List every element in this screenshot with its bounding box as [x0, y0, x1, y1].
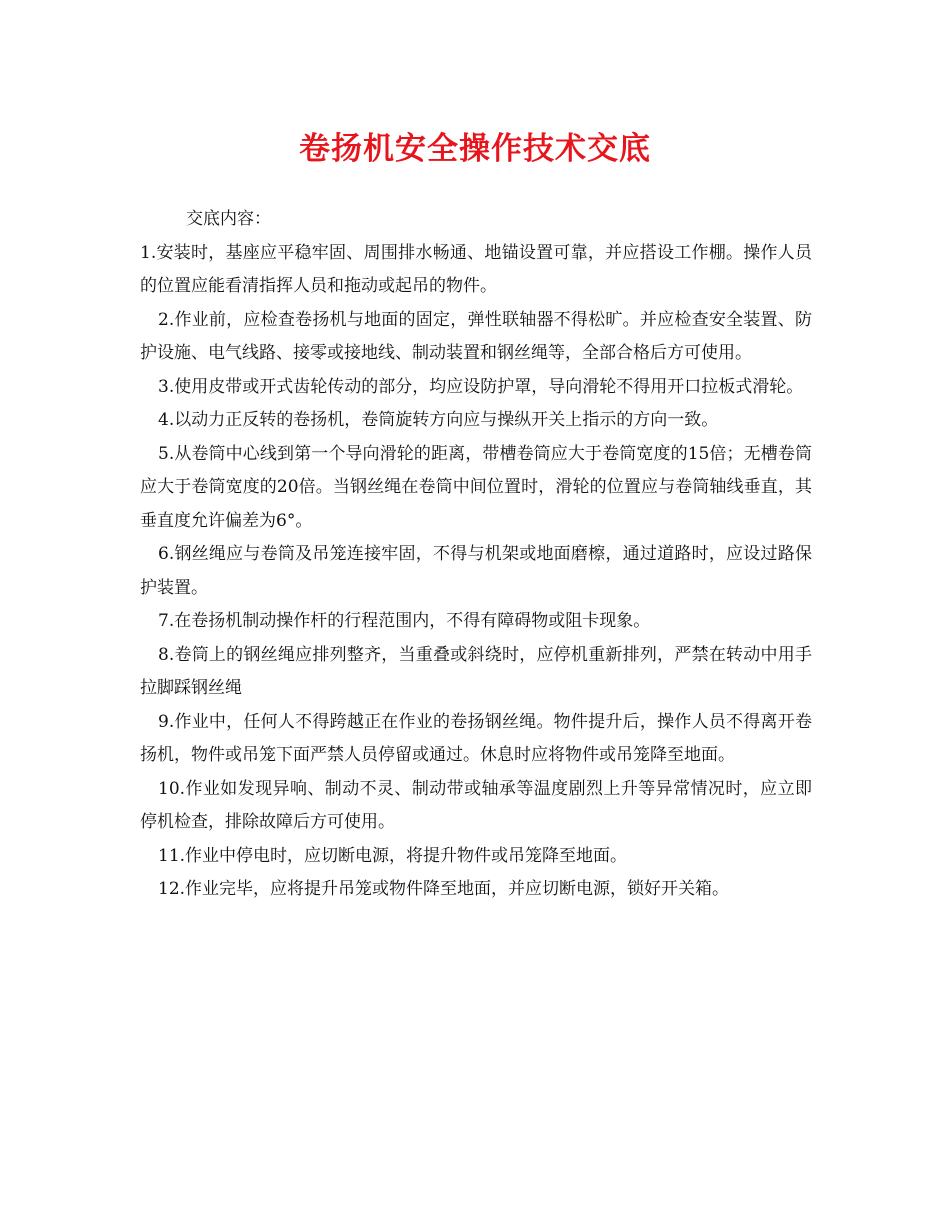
- list-item: 5.从卷筒中心线到第一个导向滑轮的距离，带槽卷筒应大于卷筒宽度的15倍；无槽卷筒应大于卷筒宽度的20倍。当钢丝绳在卷筒中间位置时，滑轮的位置应与卷筒轴线垂直，其垂直度允许偏差为6°。: [140, 443, 812, 531]
- list-item: 2.作业前，应检查卷扬机与地面的固定，弹性联轴器不得松旷。并应检查安全装置、防护设施、电气线路、接零或接地线、制动装置和钢丝绳等，全部合格后方可使用。: [140, 309, 812, 363]
- list-item: 6.钢丝绳应与卷筒及吊笼连接牢固，不得与机架或地面磨檫，通过道路时，应设过路保护装置。: [140, 544, 812, 598]
- list-item: 4.以动力正反转的卷扬机，卷筒旋转方向应与操纵开关上指示的方向一致。: [158, 410, 719, 430]
- list-item: 10.作业如发现异响、制动不灵、制动带或轴承等温度剧烈上升等异常情况时，应立即停机检查，排除故障后方可使用。: [140, 778, 812, 832]
- page-title: 卷扬机安全操作技术交底: [299, 131, 651, 167]
- list-item: 12.作业完毕，应将提升吊笼或物件降至地面，并应切断电源，锁好开关箱。: [158, 879, 730, 899]
- list-item: 1.安装时，基座应平稳牢固、周围排水畅通、地锚设置可靠，并应搭设工作棚。操作人员的位置应能看清指挥人员和拖动或起吊的物件。: [140, 242, 812, 296]
- list-item: 11.作业中停电时，应切断电源，将提升物件或吊笼降至地面。: [158, 845, 628, 866]
- document-body: [140, 203, 812, 907]
- list-item: 9.作业中，任何人不得跨越正在作业的卷扬钢丝绳。物件提升后，操作人员不得离开卷扬机，物件或吊笼下面严禁人员停留或通过。休息时应将物件或吊笼降至地面。: [140, 711, 812, 765]
- list-item: 7.在卷扬机制动操作杆的行程范围内，不得有障碍物或阻卡现象。: [158, 611, 651, 631]
- list-item: 8.卷筒上的钢丝绳应排列整齐，当重叠或斜绕时，应停机重新排列，严禁在转动中用手拉脚踩钢丝绳: [140, 644, 812, 698]
- intro-label: 交底内容：: [186, 209, 271, 229]
- list-item: 3.使用皮带或开式齿轮传动的部分，均应设防护罩，导向滑轮不得用开口拉板式滑轮。: [158, 376, 804, 397]
